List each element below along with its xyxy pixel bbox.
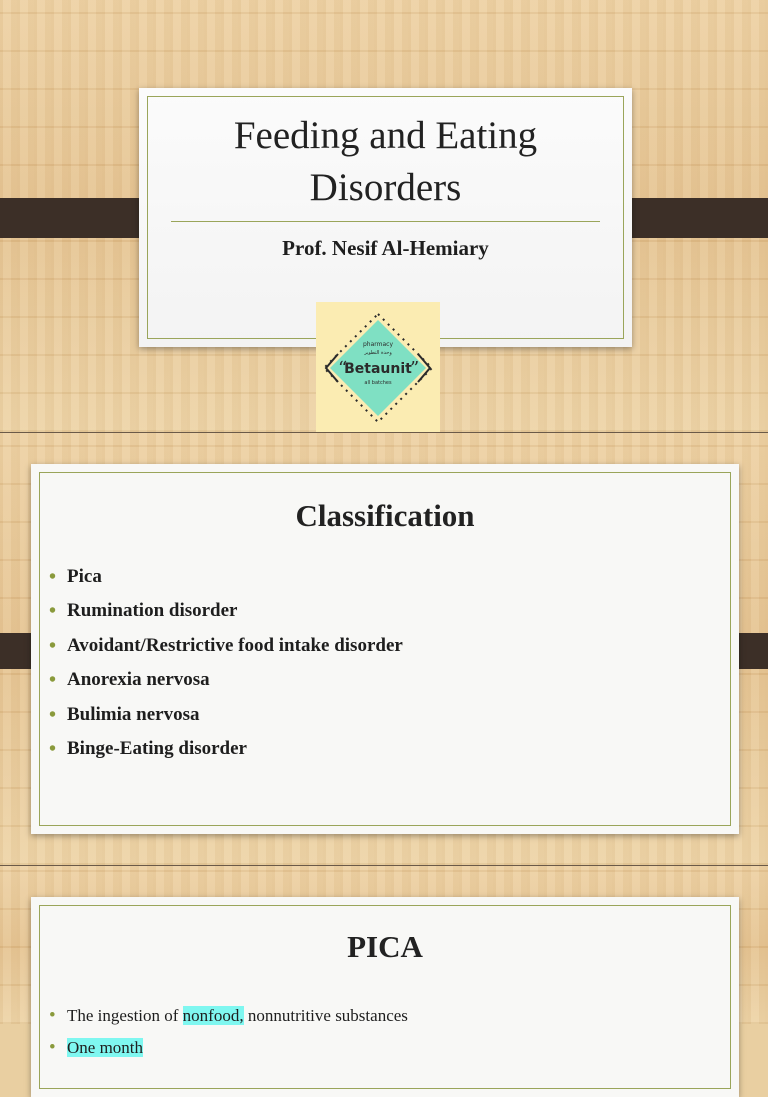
logo-bottom-text: all batches [364,380,392,386]
list-item: • Avoidant/Restrictive food intake disorder [49,634,403,668]
classification-slide [0,433,768,865]
list-item [49,1005,408,1037]
logo-top-text: pharmacy [362,341,394,348]
list-item: • Binge-Eating disorder [49,737,403,771]
author-name: Prof. Nesif Al-Hemiary [282,236,489,260]
content-card [31,464,739,834]
slide-title [139,110,632,214]
betaunit-logo [316,302,440,432]
svg-text:“: “ [338,358,348,379]
list-item: • Rumination disorder [49,599,403,633]
title-slide [0,0,768,432]
list-item: • Pica [49,565,403,599]
pica-list [49,1005,408,1069]
bullet-text: nonnutritive substances [243,1006,408,1025]
svg-text:”: ” [410,358,420,379]
logo-graphic [316,302,440,432]
title-divider [171,221,600,222]
classification-list [49,565,403,771]
logo-main-text: Betaunit [344,361,412,377]
list-item: • Bulimia nervosa [49,703,403,737]
bullet-text: The ingestion of [67,1006,183,1025]
title-line-2: Disorders [309,166,462,209]
right-ribbon [614,198,768,238]
content-card [31,897,739,1097]
title-line-1: Feeding and Eating [233,114,538,157]
list-item [49,1037,408,1069]
slide-title: PICA [347,929,423,964]
highlighted-text: nonfood, [182,1006,244,1025]
left-ribbon [0,198,155,238]
highlighted-text: One month [67,1038,144,1057]
slide-title: Classification [295,498,475,533]
logo-sub-text: ﻭﺣﺪﺓ ﺍﻟﺘﻄﻮﻳﺮ [364,350,392,356]
list-item: • Anorexia nervosa [49,668,403,702]
pica-slide [0,866,768,1057]
